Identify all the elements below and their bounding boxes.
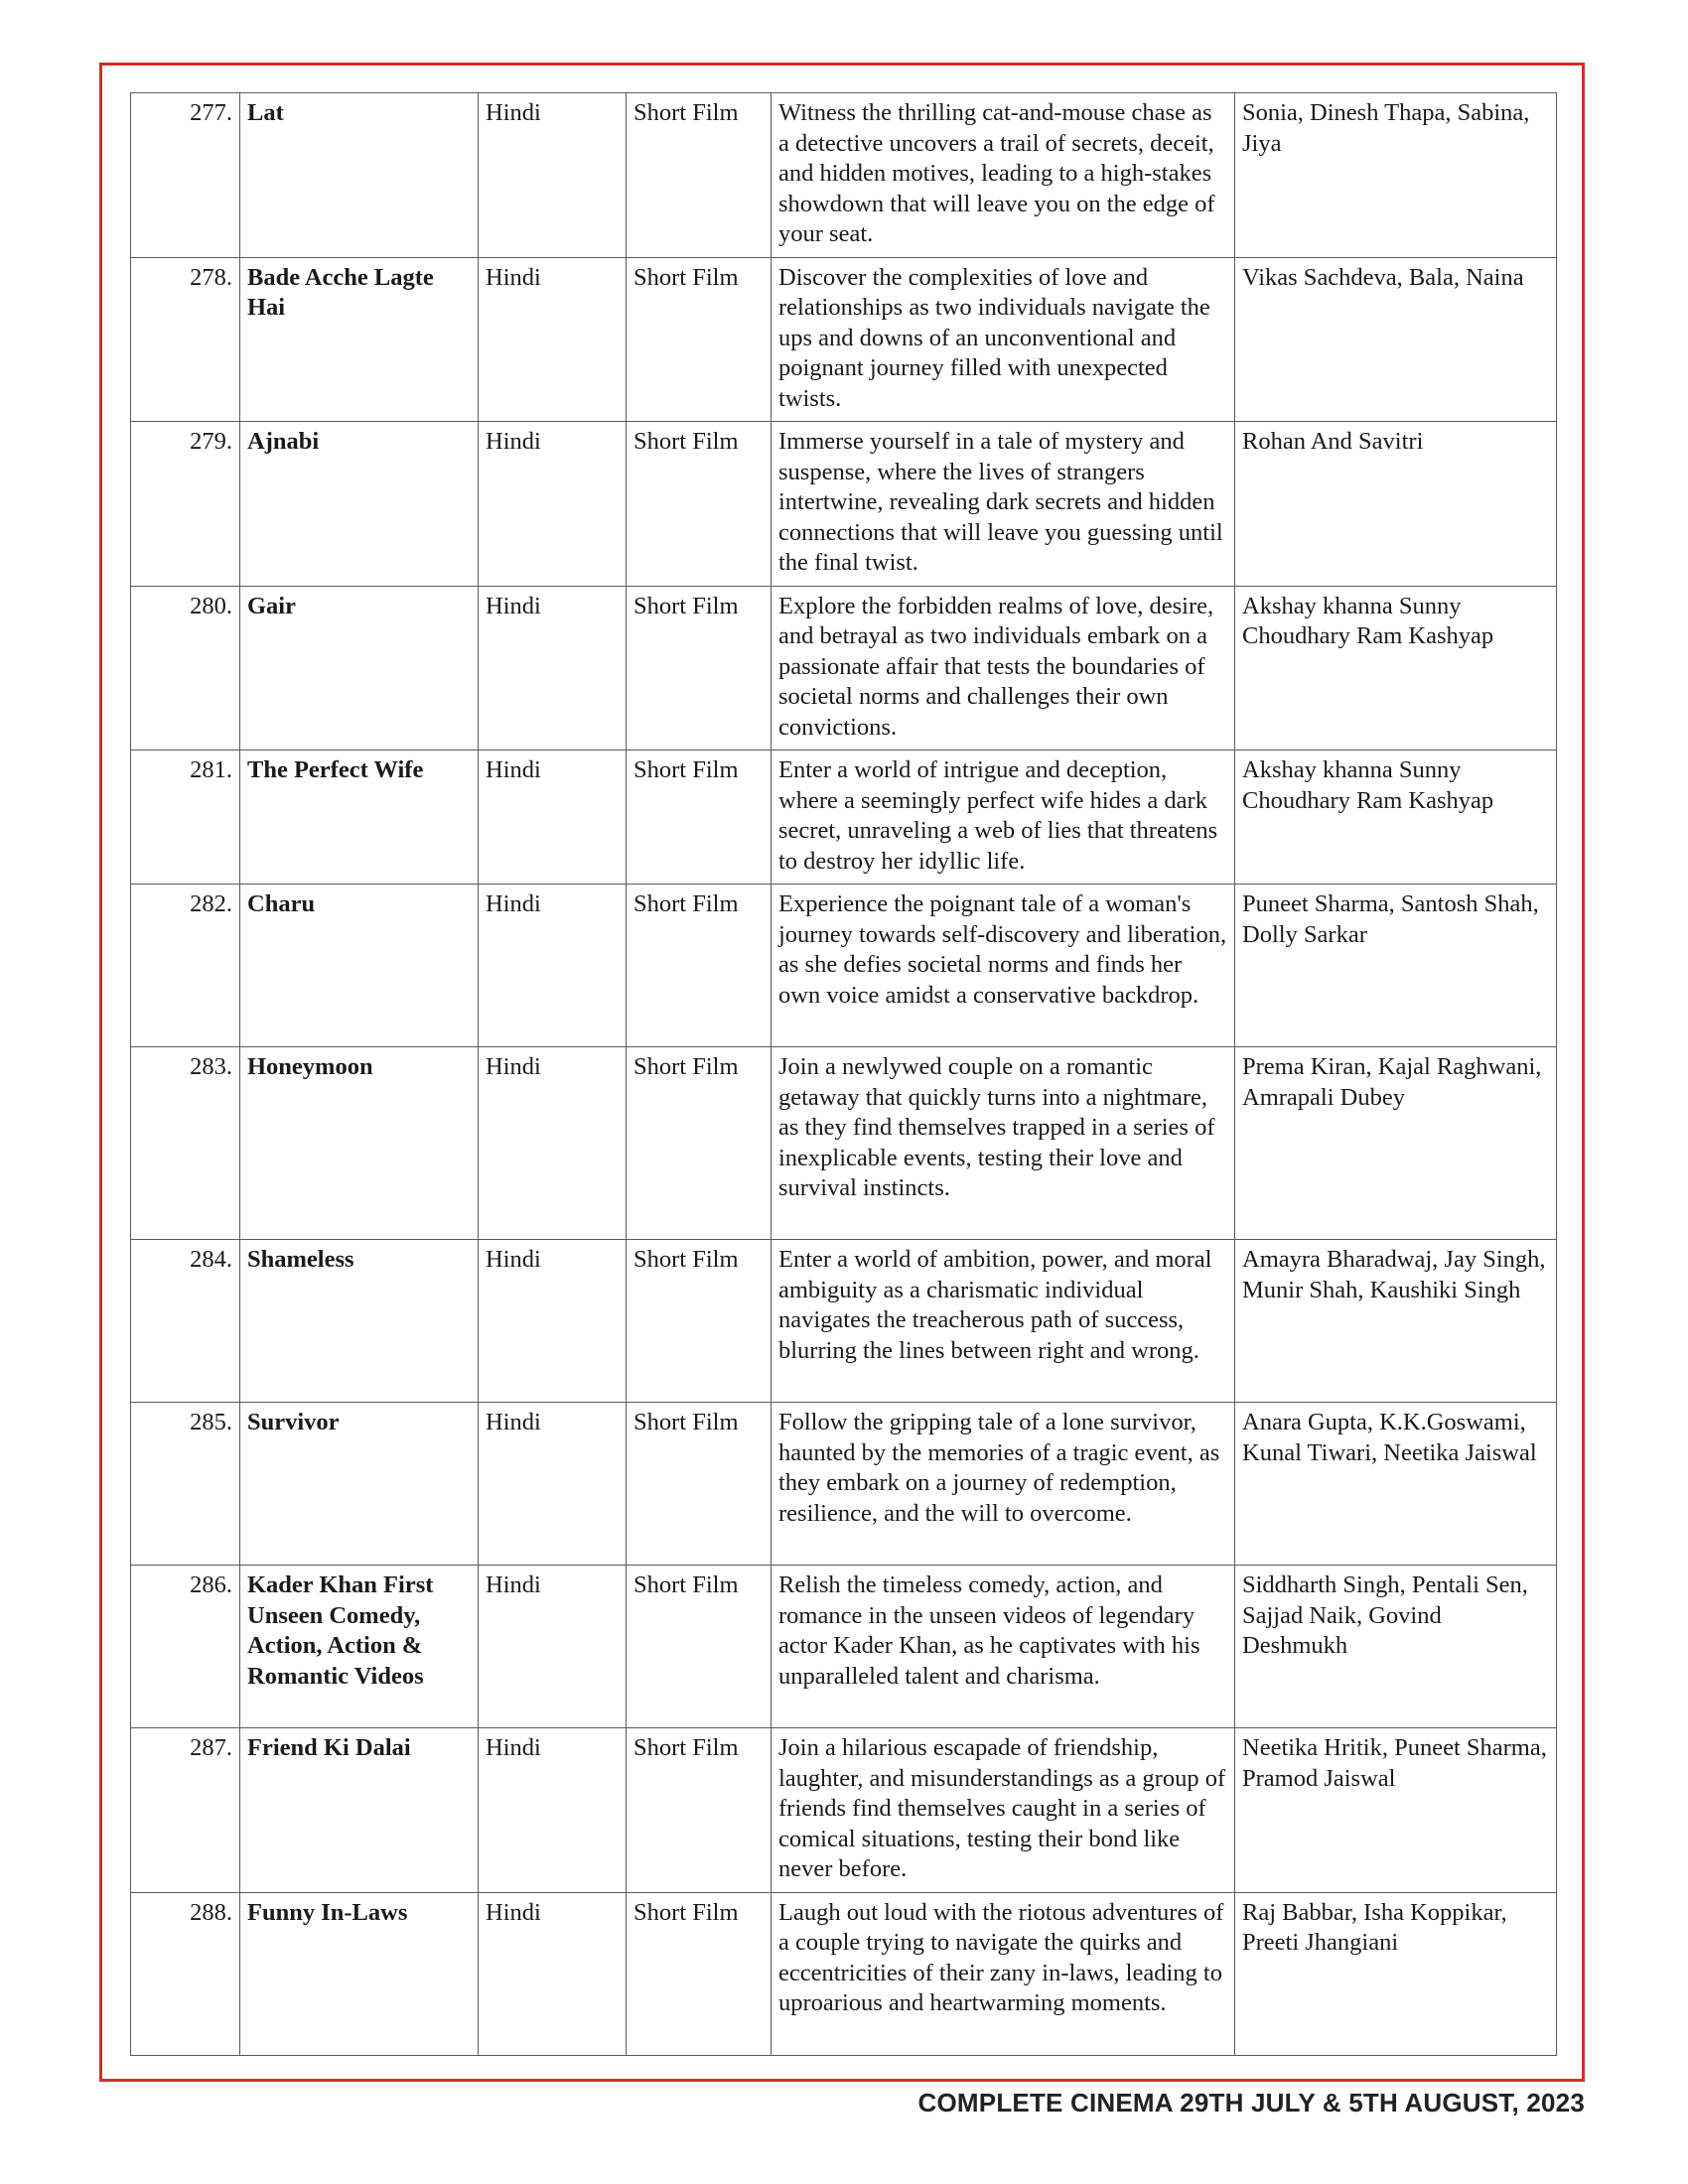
film-description: Witness the thrilling cat-and-mouse chase as a detective uncovers a trail of secrets, deceit, and hidden motives, leading to a high-stakes showdown that will leave you on the edge of your seat. xyxy=(772,93,1235,258)
film-number: 279. xyxy=(131,422,240,587)
film-description: Immerse yourself in a tale of mystery and suspense, where the lives of strangers intertwine, revealing dark secrets and hidden connections that will leave you guessing until the final twist. xyxy=(772,422,1235,587)
film-number: 281. xyxy=(131,751,240,885)
film-type: Short Film xyxy=(627,1047,772,1240)
film-title: Shameless xyxy=(240,1240,479,1403)
film-number: 288. xyxy=(131,1892,240,2055)
film-language: Hindi xyxy=(479,257,627,422)
film-type: Short Film xyxy=(627,257,772,422)
film-number: 284. xyxy=(131,1240,240,1403)
table-row xyxy=(131,1403,1557,1566)
film-title: Bade Acche Lagte Hai xyxy=(240,257,479,422)
film-language: Hindi xyxy=(479,1403,627,1566)
film-cast: Prema Kiran, Kajal Raghwani, Amrapali Dubey xyxy=(1235,1047,1557,1240)
film-cast: Siddharth Singh, Pentali Sen, Sajjad Naik, Govind Deshmukh xyxy=(1235,1566,1557,1728)
film-type: Short Film xyxy=(627,885,772,1047)
table-row xyxy=(131,885,1557,1047)
film-number: 277. xyxy=(131,93,240,258)
film-type: Short Film xyxy=(627,1728,772,1893)
film-language: Hindi xyxy=(479,93,627,258)
film-cast: Akshay khanna Sunny Choudhary Ram Kashyap xyxy=(1235,751,1557,885)
table-row xyxy=(131,1892,1557,2055)
film-title: Charu xyxy=(240,885,479,1047)
film-language: Hindi xyxy=(479,1047,627,1240)
film-description: Experience the poignant tale of a woman's journey towards self-discovery and liberation, as she defies societal norms and finds her own voice amidst a conservative backdrop. xyxy=(772,885,1235,1047)
table-row xyxy=(131,257,1557,422)
film-cast: Amayra Bharadwaj, Jay Singh, Munir Shah, Kaushiki Singh xyxy=(1235,1240,1557,1403)
film-language: Hindi xyxy=(479,1892,627,2055)
film-type: Short Film xyxy=(627,1892,772,2055)
film-cast: Raj Babbar, Isha Koppikar, Preeti Jhangiani xyxy=(1235,1892,1557,2055)
film-description: Join a newlywed couple on a romantic getaway that quickly turns into a nightmare, as they find themselves trapped in a series of inexplicable events, testing their love and survival instincts. xyxy=(772,1047,1235,1240)
film-description: Explore the forbidden realms of love, desire, and betrayal as two individuals embark on a passionate affair that tests the boundaries of societal norms and challenges their own convictions. xyxy=(772,586,1235,751)
film-number: 286. xyxy=(131,1566,240,1728)
film-cast: Neetika Hritik, Puneet Sharma, Pramod Jaiswal xyxy=(1235,1728,1557,1893)
film-number: 285. xyxy=(131,1403,240,1566)
table-row xyxy=(131,586,1557,751)
film-cast: Puneet Sharma, Santosh Shah, Dolly Sarkar xyxy=(1235,885,1557,1047)
film-title: Kader Khan First Unseen Comedy, Action, Action & Romantic Videos xyxy=(240,1566,479,1728)
film-description: Follow the gripping tale of a lone survivor, haunted by the memories of a tragic event, as they embark on a journey of redemption, resilience, and the will to overcome. xyxy=(772,1403,1235,1566)
film-table xyxy=(130,92,1557,2056)
table-row xyxy=(131,751,1557,885)
film-description: Relish the timeless comedy, action, and romance in the unseen videos of legendary actor Kader Khan, as he captivates with his unparalleled talent and charisma. xyxy=(772,1566,1235,1728)
film-title: The Perfect Wife xyxy=(240,751,479,885)
film-language: Hindi xyxy=(479,586,627,751)
film-title: Lat xyxy=(240,93,479,258)
table-row xyxy=(131,1047,1557,1240)
page-footer: COMPLETE CINEMA 29TH JULY & 5TH AUGUST, 2023 xyxy=(917,2088,1585,2117)
film-number: 287. xyxy=(131,1728,240,1893)
film-title: Friend Ki Dalai xyxy=(240,1728,479,1893)
film-description: Join a hilarious escapade of friendship, laughter, and misunderstandings as a group of friends find themselves caught in a series of comical situations, testing their bond like never before. xyxy=(772,1728,1235,1893)
table-row xyxy=(131,1240,1557,1403)
film-title: Survivor xyxy=(240,1403,479,1566)
film-language: Hindi xyxy=(479,885,627,1047)
film-type: Short Film xyxy=(627,93,772,258)
film-type: Short Film xyxy=(627,751,772,885)
table-row xyxy=(131,422,1557,587)
film-title: Gair xyxy=(240,586,479,751)
film-cast: Vikas Sachdeva, Bala, Naina xyxy=(1235,257,1557,422)
film-number: 282. xyxy=(131,885,240,1047)
film-title: Funny In-Laws xyxy=(240,1892,479,2055)
table-row xyxy=(131,1566,1557,1728)
table-row xyxy=(131,1728,1557,1893)
film-cast: Akshay khanna Sunny Choudhary Ram Kashyap xyxy=(1235,586,1557,751)
film-type: Short Film xyxy=(627,422,772,587)
film-cast: Anara Gupta, K.K.Goswami, Kunal Tiwari, Neetika Jaiswal xyxy=(1235,1403,1557,1566)
film-description: Enter a world of intrigue and deception, where a seemingly perfect wife hides a dark secret, unraveling a web of lies that threatens to destroy her idyllic life. xyxy=(772,751,1235,885)
film-cast: Rohan And Savitri xyxy=(1235,422,1557,587)
film-title: Honeymoon xyxy=(240,1047,479,1240)
film-language: Hindi xyxy=(479,751,627,885)
film-title: Ajnabi xyxy=(240,422,479,587)
film-description: Laugh out loud with the riotous adventures of a couple trying to navigate the quirks and eccentricities of their zany in-laws, leading to uproarious and heartwarming moments. xyxy=(772,1892,1235,2055)
film-number: 278. xyxy=(131,257,240,422)
film-type: Short Film xyxy=(627,586,772,751)
film-language: Hindi xyxy=(479,1240,627,1403)
film-language: Hindi xyxy=(479,422,627,587)
film-type: Short Film xyxy=(627,1403,772,1566)
film-number: 280. xyxy=(131,586,240,751)
film-number: 283. xyxy=(131,1047,240,1240)
table-row xyxy=(131,93,1557,258)
film-language: Hindi xyxy=(479,1566,627,1728)
film-language: Hindi xyxy=(479,1728,627,1893)
film-description: Discover the complexities of love and relationships as two individuals navigate the ups and downs of an unconventional and poignant journey filled with unexpected twists. xyxy=(772,257,1235,422)
film-description: Enter a world of ambition, power, and moral ambiguity as a charismatic individual navigates the treacherous path of success, blurring the lines between right and wrong. xyxy=(772,1240,1235,1403)
film-type: Short Film xyxy=(627,1566,772,1728)
film-cast: Sonia, Dinesh Thapa, Sabina, Jiya xyxy=(1235,93,1557,258)
film-type: Short Film xyxy=(627,1240,772,1403)
